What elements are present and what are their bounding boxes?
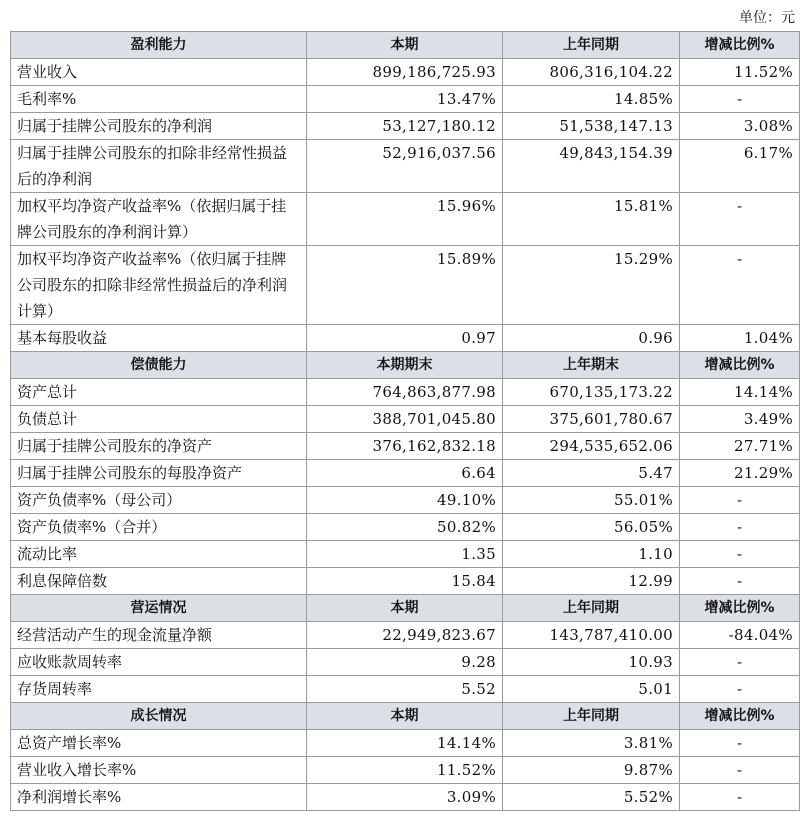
table-row	[11, 649, 800, 676]
header-current: 本期期末	[307, 352, 503, 379]
table-row	[11, 433, 800, 460]
previous-value: 5.52%	[503, 784, 680, 811]
section-header-row	[11, 32, 800, 59]
header-current: 本期	[307, 32, 503, 59]
row-label: 经营活动产生的现金流量净额	[11, 622, 307, 649]
change-percent: 3.49%	[680, 406, 800, 433]
change-percent: 27.71%	[680, 433, 800, 460]
previous-value: 12.99	[503, 568, 680, 595]
row-label: 存货周转率	[11, 676, 307, 703]
change-percent: -	[680, 193, 800, 246]
row-label: 净利润增长率%	[11, 784, 307, 811]
table-row	[11, 140, 800, 193]
previous-value: 14.85%	[503, 86, 680, 113]
unit-label: 单位：元	[739, 10, 795, 26]
current-value: 5.52	[307, 676, 503, 703]
table-row	[11, 86, 800, 113]
change-percent: -	[680, 86, 800, 113]
table-body	[11, 32, 800, 811]
change-percent: -	[680, 730, 800, 757]
previous-value: 375,601,780.67	[503, 406, 680, 433]
row-label: 加权平均净资产收益率%（依据归属于挂牌公司股东的净利润计算）	[11, 193, 307, 246]
change-percent: 6.17%	[680, 140, 800, 193]
change-percent: 14.14%	[680, 379, 800, 406]
row-label: 应收账款周转率	[11, 649, 307, 676]
previous-value: 143,787,410.00	[503, 622, 680, 649]
header-previous: 上年期末	[503, 352, 680, 379]
previous-value: 9.87%	[503, 757, 680, 784]
current-value: 22,949,823.67	[307, 622, 503, 649]
current-value: 9.28	[307, 649, 503, 676]
current-value: 15.84	[307, 568, 503, 595]
table-row	[11, 622, 800, 649]
current-value: 15.89%	[307, 246, 503, 325]
section-title: 营运情况	[11, 595, 307, 622]
current-value: 3.09%	[307, 784, 503, 811]
previous-value: 0.96	[503, 325, 680, 352]
header-previous: 上年同期	[503, 703, 680, 730]
row-label: 基本每股收益	[11, 325, 307, 352]
table-row	[11, 113, 800, 140]
row-label: 归属于挂牌公司股东的扣除非经常性损益后的净利润	[11, 140, 307, 193]
change-percent: -	[680, 514, 800, 541]
row-label: 资产负债率%（合并）	[11, 514, 307, 541]
table-row	[11, 757, 800, 784]
table-row	[11, 246, 800, 325]
change-percent: -84.04%	[680, 622, 800, 649]
previous-value: 15.29%	[503, 246, 680, 325]
table-row	[11, 325, 800, 352]
current-value: 53,127,180.12	[307, 113, 503, 140]
change-percent: -	[680, 541, 800, 568]
section-title: 盈利能力	[11, 32, 307, 59]
table-row	[11, 784, 800, 811]
table-row	[11, 676, 800, 703]
header-change: 增减比例%	[680, 32, 800, 59]
previous-value: 55.01%	[503, 487, 680, 514]
table-row	[11, 59, 800, 86]
current-value: 50.82%	[307, 514, 503, 541]
change-percent: -	[680, 676, 800, 703]
current-value: 0.97	[307, 325, 503, 352]
table-row	[11, 568, 800, 595]
current-value: 15.96%	[307, 193, 503, 246]
change-percent: 11.52%	[680, 59, 800, 86]
previous-value: 3.81%	[503, 730, 680, 757]
previous-value: 5.47	[503, 460, 680, 487]
table-row	[11, 406, 800, 433]
section-header-row	[11, 352, 800, 379]
current-value: 14.14%	[307, 730, 503, 757]
header-previous: 上年同期	[503, 595, 680, 622]
row-label: 营业收入增长率%	[11, 757, 307, 784]
header-change: 增减比例%	[680, 703, 800, 730]
previous-value: 294,535,652.06	[503, 433, 680, 460]
current-value: 899,186,725.93	[307, 59, 503, 86]
current-value: 6.64	[307, 460, 503, 487]
row-label: 资产负债率%（母公司）	[11, 487, 307, 514]
header-previous: 上年同期	[503, 32, 680, 59]
table-row	[11, 730, 800, 757]
previous-value: 56.05%	[503, 514, 680, 541]
current-value: 11.52%	[307, 757, 503, 784]
previous-value: 1.10	[503, 541, 680, 568]
previous-value: 806,316,104.22	[503, 59, 680, 86]
current-value: 1.35	[307, 541, 503, 568]
row-label: 归属于挂牌公司股东的每股净资产	[11, 460, 307, 487]
row-label: 毛利率%	[11, 86, 307, 113]
table-row	[11, 460, 800, 487]
row-label: 资产总计	[11, 379, 307, 406]
previous-value: 5.01	[503, 676, 680, 703]
current-value: 376,162,832.18	[307, 433, 503, 460]
current-value: 13.47%	[307, 86, 503, 113]
row-label: 总资产增长率%	[11, 730, 307, 757]
row-label: 流动比率	[11, 541, 307, 568]
change-percent: -	[680, 487, 800, 514]
current-value: 49.10%	[307, 487, 503, 514]
section-header-row	[11, 595, 800, 622]
header-current: 本期	[307, 703, 503, 730]
table-row	[11, 379, 800, 406]
change-percent: -	[680, 649, 800, 676]
change-percent: -	[680, 568, 800, 595]
table-row	[11, 487, 800, 514]
table-row	[11, 514, 800, 541]
previous-value: 10.93	[503, 649, 680, 676]
header-change: 增减比例%	[680, 595, 800, 622]
row-label: 利息保障倍数	[11, 568, 307, 595]
current-value: 764,863,877.98	[307, 379, 503, 406]
previous-value: 51,538,147.13	[503, 113, 680, 140]
section-header-row	[11, 703, 800, 730]
current-value: 388,701,045.80	[307, 406, 503, 433]
row-label: 归属于挂牌公司股东的净利润	[11, 113, 307, 140]
section-title: 成长情况	[11, 703, 307, 730]
header-current: 本期	[307, 595, 503, 622]
change-percent: 1.04%	[680, 325, 800, 352]
change-percent: -	[680, 757, 800, 784]
change-percent: 3.08%	[680, 113, 800, 140]
change-percent: -	[680, 784, 800, 811]
previous-value: 670,135,173.22	[503, 379, 680, 406]
previous-value: 15.81%	[503, 193, 680, 246]
table-row	[11, 541, 800, 568]
row-label: 加权平均净资产收益率%（依归属于挂牌公司股东的扣除非经常性损益后的净利润计算）	[11, 246, 307, 325]
previous-value: 49,843,154.39	[503, 140, 680, 193]
change-percent: -	[680, 246, 800, 325]
section-title: 偿债能力	[11, 352, 307, 379]
change-percent: 21.29%	[680, 460, 800, 487]
table-row	[11, 193, 800, 246]
row-label: 负债总计	[11, 406, 307, 433]
row-label: 营业收入	[11, 59, 307, 86]
row-label: 归属于挂牌公司股东的净资产	[11, 433, 307, 460]
header-change: 增减比例%	[680, 352, 800, 379]
current-value: 52,916,037.56	[307, 140, 503, 193]
financial-indicators-table	[10, 31, 800, 811]
